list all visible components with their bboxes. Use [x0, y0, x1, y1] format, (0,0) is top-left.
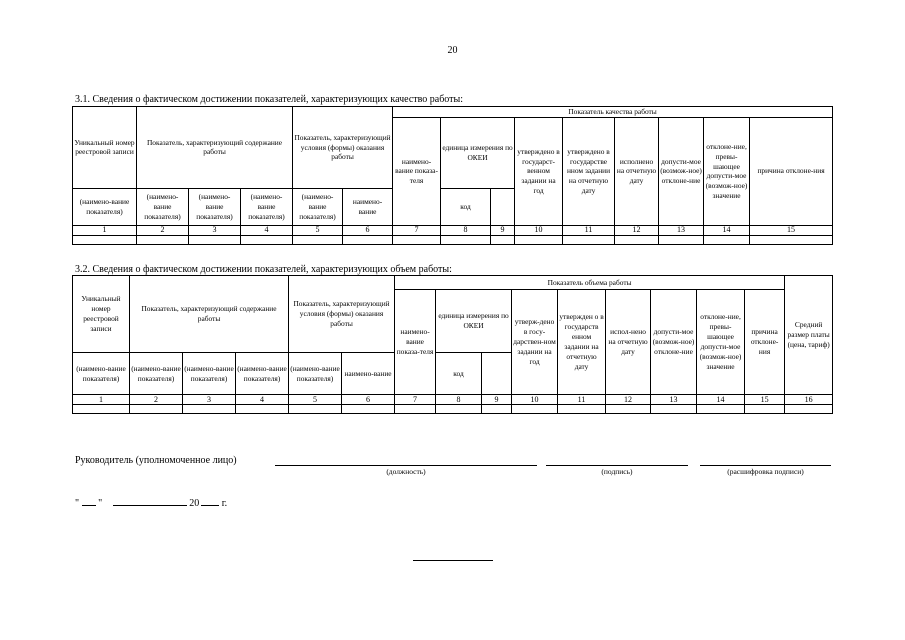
header-registry-number: Уникальный номер реестровой записи: [73, 107, 137, 189]
column-number: 10: [515, 225, 563, 235]
column-number: 14: [704, 225, 750, 235]
empty-cell: [393, 235, 441, 244]
empty-cell: [515, 235, 563, 244]
header-sub-name: (наимено-вание показателя): [130, 353, 183, 395]
header-executed: испол-нено на отчетную дату: [606, 290, 651, 395]
empty-cell: [704, 235, 750, 244]
header-condition-indicator: Показатель, характеризующий условия (формы) оказания работы: [289, 276, 395, 353]
empty-cell: [137, 235, 189, 244]
column-number: 4: [241, 225, 293, 235]
column-number: 3: [189, 225, 241, 235]
empty-cell: [745, 405, 785, 414]
close-quote: ": [98, 498, 103, 509]
header-unit-name: наимено-вание: [343, 188, 393, 225]
position-caption: (должность): [386, 467, 426, 476]
quality-indicators-table: [72, 106, 833, 245]
empty-cell: [73, 235, 137, 244]
header-sub-name: (наимено-вание показателя): [73, 188, 137, 225]
empty-cell: [236, 405, 289, 414]
header-sub-name: (наимено-вание показателя): [73, 353, 130, 395]
column-number: 1: [73, 225, 137, 235]
header-content-indicator: Показатель, характеризующий содержание работы: [137, 107, 293, 189]
empty-cell: [73, 405, 130, 414]
column-number: 5: [289, 395, 342, 405]
header-condition-indicator: Показатель, характеризующий условия (формы) оказания работы: [293, 107, 393, 189]
header-allowed-deviation: допусти-мое (возмож-ное) отклоне-ние: [659, 117, 704, 225]
page-number: 20: [447, 45, 458, 56]
decoding-caption: (расшифровка подписи): [727, 467, 804, 476]
empty-cell: [343, 235, 393, 244]
empty-cell: [293, 235, 343, 244]
column-number: 7: [393, 225, 441, 235]
header-exceeding-deviation: отклоне-ние, превы-шающее допусти-мое (возмож-ное) значение: [697, 290, 745, 395]
header-sub-name: (наимено-вание показателя): [236, 353, 289, 395]
header-deviation-reason: причина отклоне-ния: [745, 290, 785, 395]
empty-cell: [785, 405, 833, 414]
header-indicator-name: наимено-вание показа-теля: [395, 290, 436, 395]
column-number: 8: [436, 395, 482, 405]
day-blank: [82, 496, 96, 506]
empty-cell: [342, 405, 395, 414]
column-number: 4: [236, 395, 289, 405]
column-number: 13: [659, 225, 704, 235]
column-number: 7: [395, 395, 436, 405]
header-sub-name: (наимено-вание показателя): [137, 188, 189, 225]
header-unit-name: наимено-вание: [342, 353, 395, 395]
column-number: 2: [130, 395, 183, 405]
column-number: 3: [183, 395, 236, 405]
header-unit-code: код: [436, 353, 482, 395]
column-number: 9: [491, 225, 515, 235]
header-sub-name: (наимено-вание показателя): [293, 188, 343, 225]
section-3-2-title: 3.2. Сведения о фактическом достижении показателей, характеризующих объем работы:: [75, 264, 452, 275]
open-quote: ": [75, 498, 80, 509]
empty-cell: [651, 405, 697, 414]
year-suffix: г.: [221, 498, 228, 509]
header-exceeding-deviation: отклоне-ние, превы-шающее допусти-мое (возмож-ное) значение: [704, 117, 750, 225]
column-number: 12: [615, 225, 659, 235]
column-number: 15: [750, 225, 833, 235]
header-volume-indicator-group: Показатель объема работы: [395, 276, 785, 290]
year-blank: [201, 496, 219, 506]
header-allowed-deviation: допусти-мое (возмож-ное) отклоне-ние: [651, 290, 697, 395]
column-number: 11: [558, 395, 606, 405]
empty-cell: [558, 405, 606, 414]
section-3-1-title: 3.1. Сведения о фактическом достижении показателей, характеризующих качество работы:: [75, 94, 464, 105]
column-number: 9: [482, 395, 512, 405]
header-content-indicator: Показатель, характеризующий содержание работы: [130, 276, 289, 353]
column-number: 11: [563, 225, 615, 235]
head-signature-label: Руководитель (уполномоченное лицо): [75, 455, 237, 466]
header-approved-year: утверждено в государст-венном задании на год: [515, 117, 563, 225]
header-quality-indicator-group: Показатель качества работы: [393, 107, 833, 118]
header-approved-year: утверж-дено в госу-дарствен-ном задании на год: [512, 290, 558, 395]
header-approved-report-date: утверждено в государстве нном задании на отчетную дату: [563, 117, 615, 225]
empty-cell: [289, 405, 342, 414]
empty-cell: [482, 405, 512, 414]
column-number: 5: [293, 225, 343, 235]
header-sub-name: (наимено-вание показателя): [189, 188, 241, 225]
column-number: 12: [606, 395, 651, 405]
empty-cell: [697, 405, 745, 414]
column-number: 2: [137, 225, 189, 235]
month-blank: [113, 496, 187, 506]
header-approved-report-date: утвержден о в государств енном задании на отчетную дату: [558, 290, 606, 395]
column-number: 16: [785, 395, 833, 405]
empty-cell: [615, 235, 659, 244]
empty-cell: [241, 235, 293, 244]
empty-cell: [183, 405, 236, 414]
header-indicator-name: наимено-вание показа-теля: [393, 117, 441, 225]
column-number: 1: [73, 395, 130, 405]
empty-cell: [563, 235, 615, 244]
empty-cell: [512, 405, 558, 414]
signature-caption: (подпись): [601, 467, 633, 476]
empty-cell: [189, 235, 241, 244]
column-number: 6: [342, 395, 395, 405]
column-number: 14: [697, 395, 745, 405]
header-registry-number: Уникальный номер реестровой записи: [73, 276, 130, 353]
decoding-line: [700, 465, 831, 466]
empty-cell: [606, 405, 651, 414]
header-executed: исполнено на отчетную дату: [615, 117, 659, 225]
date-line: [75, 496, 227, 509]
empty-cell: [395, 405, 436, 414]
column-number: 10: [512, 395, 558, 405]
header-sub-name: (наимено-вание показателя): [241, 188, 293, 225]
header-unit-okei: единица измерения по ОКЕИ: [436, 290, 512, 353]
header-unit-okei: единица измерения по ОКЕИ: [441, 117, 515, 188]
footer-separator-line: [413, 560, 493, 561]
header-sub-name: (наимено-вание показателя): [183, 353, 236, 395]
column-number: 6: [343, 225, 393, 235]
header-average-price: Средний размер платы (цена, тариф): [785, 276, 833, 395]
empty-cell: [441, 235, 491, 244]
header-sub-name: (наимено-вание показателя): [289, 353, 342, 395]
header-deviation-reason: причина отклоне-ния: [750, 117, 833, 225]
header-unit-code: код: [441, 188, 491, 225]
empty-cell: [750, 235, 833, 244]
empty-cell: [130, 405, 183, 414]
empty-cell: [659, 235, 704, 244]
signature-line: [546, 465, 688, 466]
column-number: 8: [441, 225, 491, 235]
year-prefix: 20: [189, 498, 200, 509]
empty-cell: [436, 405, 482, 414]
empty-cell: [491, 235, 515, 244]
position-line: [275, 465, 537, 466]
volume-indicators-table: [72, 275, 833, 414]
column-number: 15: [745, 395, 785, 405]
column-number: 13: [651, 395, 697, 405]
